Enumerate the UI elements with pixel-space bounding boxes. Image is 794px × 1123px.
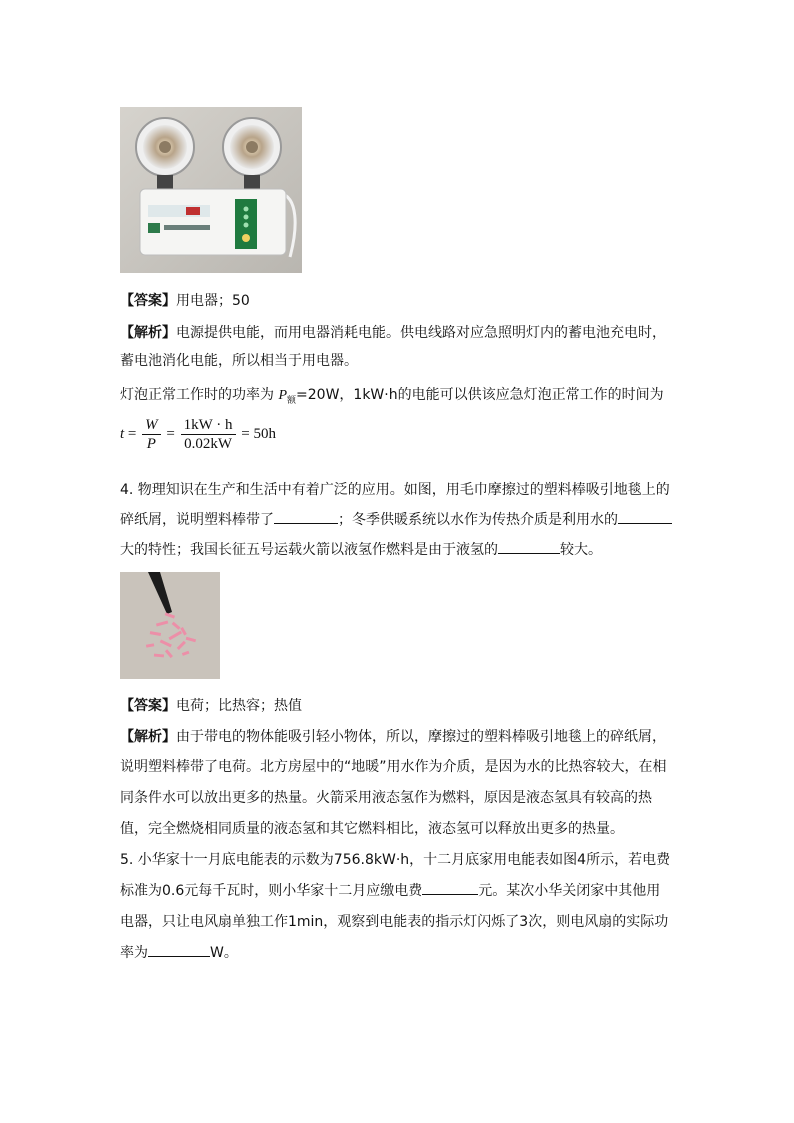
- formula-denominator: 0.02kW: [184, 436, 233, 452]
- analysis-4-line-1: [120, 726, 666, 748]
- q5-line-2-b: 元。某次小华关闭家中其他用: [478, 883, 661, 899]
- blank-4[interactable]: [422, 880, 478, 895]
- q4-line-1: 4. 物理知识在生产和生活中有着广泛的应用。如图，用毛巾摩擦过的塑料棒吸引地毯上的: [120, 482, 670, 498]
- q5-line-3: 电器，只让电风扇单独工作1min，观察到电能表的指示灯闪烁了3次，则电风扇的实际功: [120, 914, 669, 930]
- q4-line-3: [120, 539, 602, 561]
- emergency-lamp-photo: [120, 107, 302, 273]
- analysis-3-line-3: [120, 384, 664, 412]
- plastic-rod-paper-photo: [120, 572, 220, 679]
- analysis-tag: 【解析】: [120, 729, 176, 745]
- answer-4: [120, 695, 302, 717]
- analysis-4-line-4: 值，完全燃烧相同质量的液态氢和其它燃料相比，液态氢可以释放出更多的热量。: [120, 821, 624, 837]
- q4-line-2-a: 碎纸屑，说明塑料棒带了: [120, 512, 274, 528]
- formula-frac-w-p: [142, 416, 161, 453]
- formula-numerator: 1kW · h: [181, 416, 236, 435]
- analysis-3-line-2: 蓄电池消化电能，所以相当于用电器。: [120, 353, 358, 369]
- blank-1[interactable]: [274, 509, 338, 524]
- analysis-text: 电源提供电能，而用电器消耗电能。供电线路对应急照明灯内的蓄电池充电时，: [176, 325, 666, 341]
- power-symbol: P: [278, 388, 288, 403]
- q5-line-2-a: 标准为0.6元每千瓦时，则小华家十二月应缴电费: [120, 883, 423, 899]
- q5-line-1: 5. 小华家十一月底电能表的示数为756.8kW·h，十二月底家用电能表如图4所示，若电费: [120, 852, 671, 868]
- q4-line-2: [120, 509, 672, 531]
- analysis-3-line-3-b: =20W，1kW·h的电能可以供该应急灯泡正常工作的时间为: [296, 387, 664, 403]
- answer-text: 电荷；比热容；热值: [176, 698, 302, 714]
- answer-3: [120, 290, 250, 312]
- formula-frac-values: [181, 416, 236, 453]
- formula-p: P: [146, 436, 156, 452]
- analysis-4-line-2: 说明塑料棒带了电荷。北方房屋中的“地暖”用水作为介质，是因为水的比热容较大，在相: [120, 759, 667, 775]
- analysis-3-line-1: [120, 322, 666, 344]
- analysis-3-line-3-a: 灯泡正常工作时的功率为: [120, 387, 274, 403]
- answer-text: 用电器；50: [176, 293, 250, 309]
- analysis-tag: 【解析】: [120, 325, 176, 341]
- q5-line-4: [120, 942, 238, 964]
- formula-eq-2: =: [166, 425, 175, 442]
- q4-line-2-b: ；冬季供暖系统以水作为传热介质是利用水的: [338, 512, 618, 528]
- blank-5[interactable]: [148, 942, 210, 957]
- analysis-text: 由于带电的物体能吸引轻小物体，所以，摩擦过的塑料棒吸引地毯上的碎纸屑，: [176, 729, 666, 745]
- q5-line-4-a: 率为: [120, 945, 148, 961]
- blank-3[interactable]: [498, 539, 560, 554]
- formula-eq-1: =: [127, 425, 137, 442]
- formula-result: = 50h: [241, 425, 276, 442]
- power-subscript: 额: [287, 395, 297, 406]
- answer-tag: 【答案】: [120, 698, 176, 714]
- formula-w: W: [142, 416, 161, 435]
- analysis-4-line-3: 同条件水可以放出更多的热量。火箭采用液态氢作为燃料，原因是液态氢具有较高的热: [120, 790, 652, 806]
- q5-line-4-b: W。: [210, 945, 238, 961]
- q4-line-3-a: 大的特性；我国长征五号运载火箭以液氢作燃料是由于液氢的: [120, 542, 498, 558]
- q5-line-2: [120, 880, 660, 902]
- blank-2[interactable]: [618, 509, 672, 524]
- formula-t: t: [120, 425, 125, 442]
- answer-tag: 【答案】: [120, 293, 176, 309]
- formula: [120, 416, 276, 453]
- q4-line-3-b: 较大。: [560, 542, 602, 558]
